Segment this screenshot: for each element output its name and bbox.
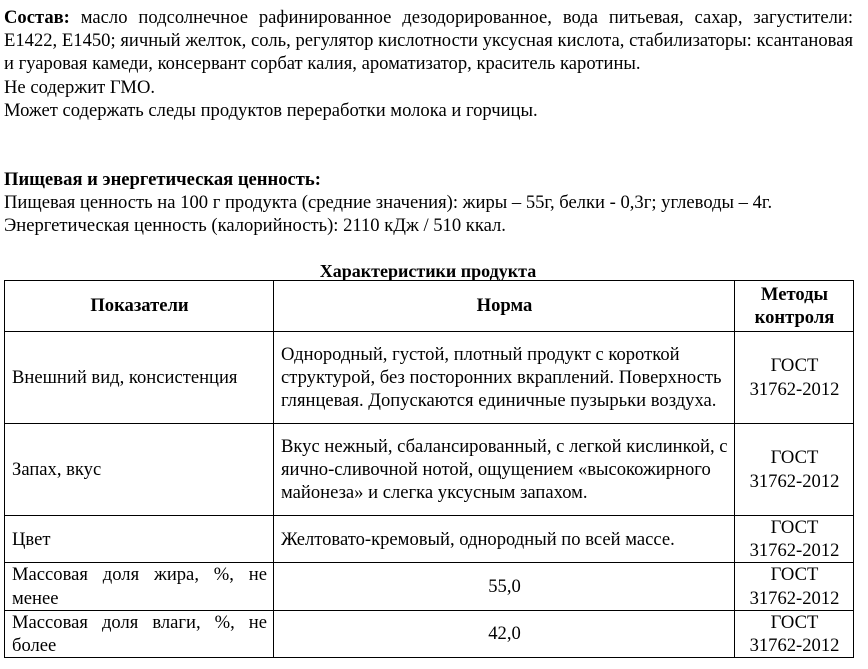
row-method: ГОСТ 31762-2012 bbox=[735, 424, 854, 516]
row-norm: Желтовато-кремовый, однородный по всей массе. bbox=[274, 516, 735, 563]
characteristics-table bbox=[4, 280, 854, 658]
gmo-note: Не содержит ГМО. bbox=[4, 76, 156, 98]
table-header-row bbox=[5, 281, 854, 332]
table-row bbox=[5, 610, 854, 657]
row-parameter: Внешний вид, консистенция bbox=[5, 332, 274, 424]
row-norm: 42,0 bbox=[274, 610, 735, 657]
row-parameter: Массовая доля жира, %, не менее bbox=[5, 563, 274, 610]
composition-paragraph bbox=[4, 6, 853, 122]
table-row bbox=[5, 424, 854, 516]
nutrition-heading: Пищевая и энергетическая ценность: bbox=[4, 169, 321, 190]
table-row bbox=[5, 563, 854, 610]
header-method: Методы контроля bbox=[735, 281, 854, 332]
row-parameter: Массовая доля влаги, %, не более bbox=[5, 610, 274, 657]
row-method: ГОСТ 31762-2012 bbox=[735, 332, 854, 424]
table-row bbox=[5, 332, 854, 424]
row-parameter: Запах, вкус bbox=[5, 424, 274, 516]
composition-text: масло подсолнечное рафинированное дезодорированное, вода питьевая, сахар, загустители: Е1422, Е1450; яичный желток, соль, регулятор кислотности уксусная кислота, стабилизаторы: ксантановая и гуаровая камеди, консервант сорбат калия, ароматизатор, краситель каротины. bbox=[4, 7, 853, 75]
row-norm: Вкус нежный, сбалансированный, с легкой кислинкой, с яично-сливочной нотой, ощущением «высокожирного майонеза» и слегка уксусным запахом. bbox=[274, 424, 735, 516]
traces-note: Может содержать следы продуктов переработки молока и горчицы. bbox=[4, 99, 538, 121]
table-row bbox=[5, 516, 854, 563]
row-method: ГОСТ 31762-2012 bbox=[735, 516, 854, 563]
row-norm: Однородный, густой, плотный продукт с короткой структурой, без посторонних вкраплений. Поверхность глянцевая. Допускаются единичные пузырьки воздуха. bbox=[274, 332, 735, 424]
energy-value: Энергетическая ценность (калорийность): 2110 кДж / 510 ккал. bbox=[4, 215, 506, 237]
row-parameter: Цвет bbox=[5, 516, 274, 563]
row-method: ГОСТ 31762-2012 bbox=[735, 563, 854, 610]
composition-label: Состав: bbox=[4, 7, 70, 28]
nutrition-per-100g: Пищевая ценность на 100 г продукта (средние значения): жиры – 55г, белки - 0,3г; углеводы – 4г. bbox=[4, 192, 773, 214]
header-norm: Норма bbox=[274, 281, 735, 332]
row-norm: 55,0 bbox=[274, 563, 735, 610]
row-method: ГОСТ 31762-2012 bbox=[735, 610, 854, 657]
nutrition-section bbox=[4, 168, 853, 238]
header-parameter: Показатели bbox=[5, 281, 274, 332]
table-title: Характеристики продукта bbox=[319, 261, 537, 281]
